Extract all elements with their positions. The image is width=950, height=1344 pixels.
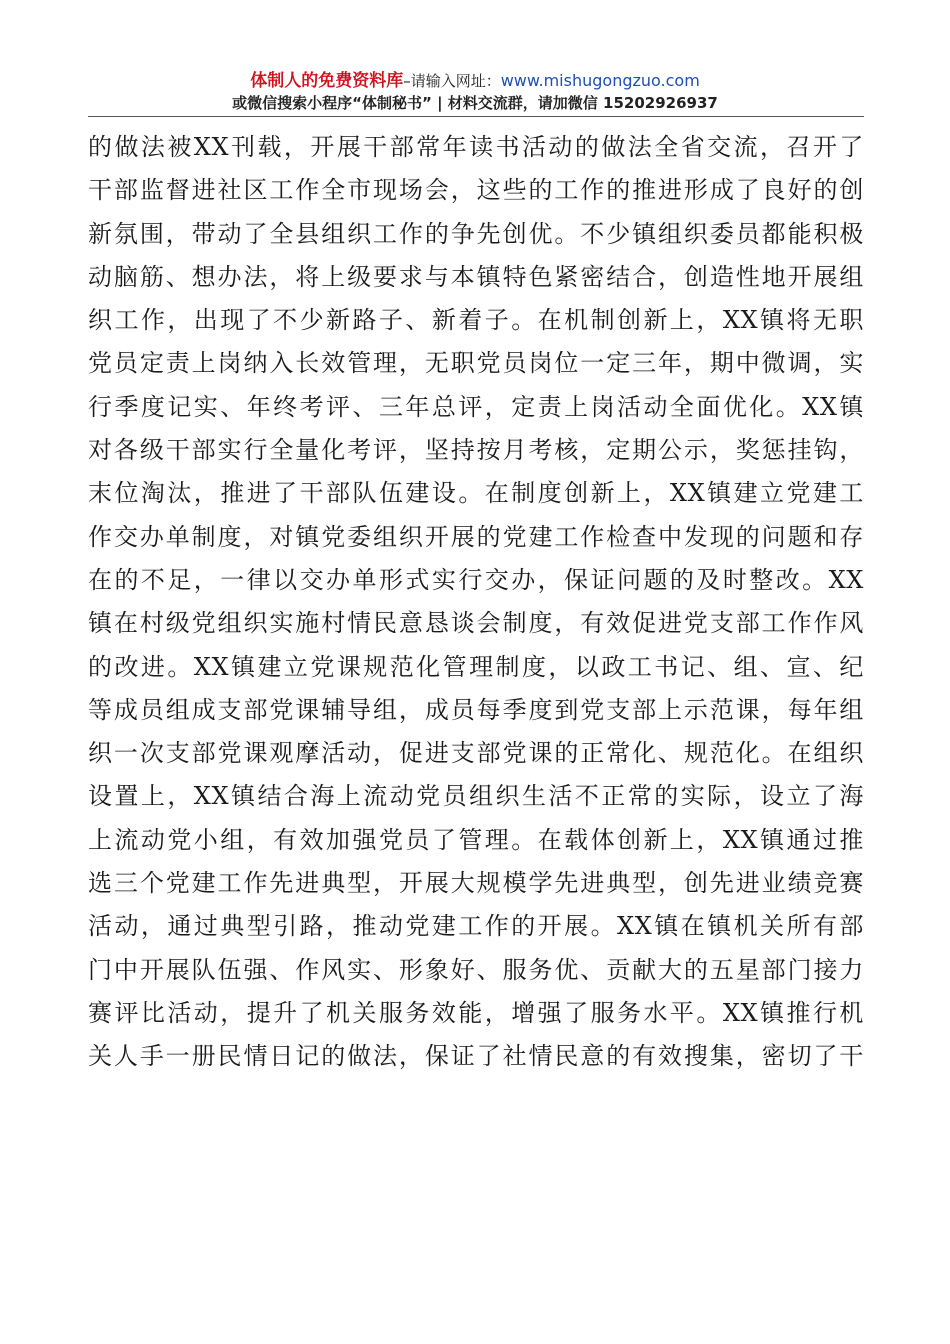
url-prompt: –请输入网址： [403,72,501,90]
text-line: 门中开展队伍强、作风实、形象好、服务优、贡献大的五星部门接力 [88,955,864,984]
header-line-2: 或微信搜索小程序“体制秘书” | 材料交流群，请加微信 15202926937 [232,94,718,112]
brand-title: 体制人的免费资料库 [250,71,404,91]
text-line: 等成员组成支部党课辅导组，成员每季度到党支部上示范课，每年组 [88,695,864,724]
text-line: 的做法被XX刊载，开展干部常年读书活动的做法全省交流，召开了 [88,133,864,161]
text-line: 末位淘汰，推进了干部队伍建设。在制度创新上，XX镇建立党建工 [88,479,864,508]
text-line: 行季度记实、年终考评、三年总评，定责上岗活动全面优化。XX镇 [88,392,864,421]
page-header [0,70,950,114]
text-line: 活动，通过典型引路，推动党建工作的开展。XX镇在镇机关所有部 [88,912,864,941]
text-line: 新氛围，带动了全县组织工作的争先创优。不少镇组织委员都能积极 [88,219,864,248]
website-link[interactable]: www.mishugongzuo.com [500,71,700,90]
text-line: 织工作，出现了不少新路子、新着子。在机制创新上，XX镇将无职 [88,306,864,335]
text-line: 上流动党小组，有效加强党员了管理。在载体创新上，XX镇通过推 [88,825,864,854]
text-line: 动脑筋、想办法，将上级要求与本镇特色紧密结合，创造性地开展组 [88,262,864,291]
text-line: 镇在村级党组织实施村情民意恳谈会制度，有效促进党支部工作作风 [88,609,864,638]
text-line: 关人手一册民情日记的做法，保证了社情民意的有效搜集，密切了干 [88,1042,864,1071]
text-line: 对各级干部实行全量化考评，坚持按月考核，定期公示，奖惩挂钩， [88,436,864,465]
text-line: 的改进。XX镇建立党课规范化管理制度，以政工书记、组、宣、纪 [88,652,864,681]
header-line-1 [0,70,950,92]
text-line: 选三个党建工作先进典型，开展大规模学先进典型，创先进业绩竞赛 [88,869,864,898]
text-line: 织一次支部党课观摩活动，促进支部党课的正常化、规范化。在组织 [88,739,864,768]
document-body [88,126,864,1079]
text-line: 党员定责上岗纳入长效管理，无职党员岗位一定三年，期中微调，实 [88,349,864,378]
text-line: 干部监督进社区工作全市现场会，这些的工作的推进形成了良好的创 [88,176,864,205]
text-line: 在的不足，一律以交办单形式实行交办，保证问题的及时整改。XX [88,565,864,594]
text-line: 设置上，XX镇结合海上流动党员组织生活不正常的实际，设立了海 [88,782,864,811]
text-line: 作交办单制度，对镇党委组织开展的党建工作检查中发现的问题和存 [88,522,864,551]
text-line: 赛评比活动，提升了机关服务效能，增强了服务水平。XX镇推行机 [88,998,864,1027]
header-divider [88,116,864,117]
